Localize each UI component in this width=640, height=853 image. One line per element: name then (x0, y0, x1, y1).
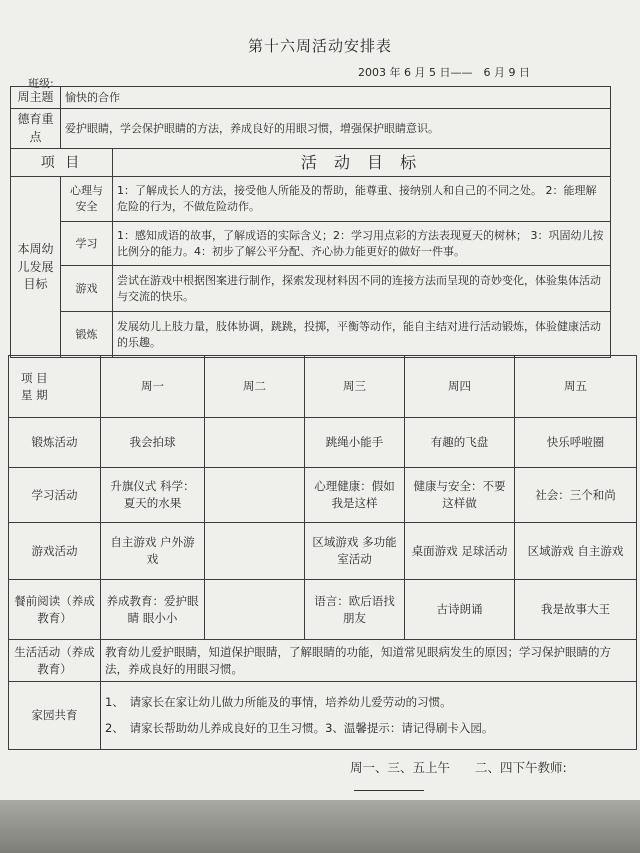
schedule-cell: 社会：三个和尚 (515, 468, 637, 523)
goal-text: 尝试在游戏中根据图案进行制作，探索发现材料因不同的连接方法而呈现的奇妙变化，体验集体活动与交流的快乐。 (113, 266, 611, 312)
life-text: 教育幼儿爱护眼睛，知道保护眼睛，了解眼睛的功能，知道常见眼病发生的原因；学习保护眼睛的方法，养成良好的用眼习惯。 (101, 640, 637, 682)
schedule-cell: 语言：欧后语找朋友 (305, 580, 405, 640)
goal-row (11, 222, 611, 266)
schedule-cell: 升旗仪式 科学：夏天的水果 (101, 468, 205, 523)
schedule-row (9, 468, 637, 523)
schedule-row (9, 418, 637, 468)
schedule-cell (205, 523, 305, 580)
schedule-cell: 健康与安全：不要这样做 (405, 468, 515, 523)
goal-label: 心理与安全 (61, 177, 113, 222)
goal-text: 1：了解成长人的方法，接受他人所能及的帮助，能尊重、接纳别人和自己的不同之处。 2：能理解危险的行为，不做危险动作。 (113, 177, 611, 222)
theme-value: 愉快的合作 (61, 87, 611, 109)
life-row (9, 640, 637, 682)
schedule-cell: 我是故事大王 (515, 580, 637, 640)
corner-top: 项 目 (21, 370, 48, 385)
footer (350, 758, 640, 791)
schedule-cell: 桌面游戏 足球活动 (405, 523, 515, 580)
home-row (9, 682, 637, 750)
goals-header-row (11, 149, 611, 177)
home-cell (101, 682, 637, 750)
day-header: 周二 (205, 356, 305, 418)
schedule-row (9, 580, 637, 640)
moral-row (11, 109, 611, 149)
theme-label: 周主题 (11, 87, 61, 109)
schedule-cell: 心理健康：假如我是这样 (305, 468, 405, 523)
schedule-cell: 区域游戏 多功能室活动 (305, 523, 405, 580)
goals-table (10, 86, 611, 358)
schedule-cell: 古诗朗诵 (405, 580, 515, 640)
goals-header: 活 动 目 标 (113, 149, 611, 177)
goal-row (11, 266, 611, 312)
class-label: 班级: (28, 77, 54, 90)
home-label: 家园共育 (9, 682, 101, 750)
corner-cell (9, 356, 101, 418)
schedule-row (9, 523, 637, 580)
schedule-cell: 我会拍球 (101, 418, 205, 468)
home-line: 2、 请家长帮助幼儿养成良好的卫生习惯。3、温馨提示：请记得刷卡入园。 (105, 721, 494, 735)
schedule-cell (205, 418, 305, 468)
goal-label: 锻炼 (61, 312, 113, 358)
row-label: 游戏活动 (9, 523, 101, 580)
background-shadow (0, 800, 640, 853)
schedule-cell: 自主游戏 户外游戏 (101, 523, 205, 580)
life-label: 生活活动（养成教育） (9, 640, 101, 682)
page-title: 第十六周活动安排表 (247, 37, 392, 55)
goal-row (11, 312, 611, 358)
row-label: 餐前阅读（养成教育） (9, 580, 101, 640)
schedule-cell (205, 468, 305, 523)
day-header: 周一 (101, 356, 205, 418)
schedule-table (8, 355, 637, 750)
schedule-cell: 养成教育：爱护眼睛 眼小小 (101, 580, 205, 640)
home-line: 1、 请家长在家让幼儿做力所能及的事情，培养幼儿爱劳动的习惯。 (105, 695, 452, 710)
schedule-cell: 区域游戏 自主游戏 (515, 523, 637, 580)
goal-text: 1：感知成语的故事，了解成语的实际含义；2：学习用点彩的方法表现夏天的树林； 3：巩固幼儿按比例分的能力。4：初步了解公平分配、齐心协力能更好的做好一件事。 (113, 222, 611, 266)
schedule-cell: 快乐呼啦圈 (515, 418, 637, 468)
row-label: 锻炼活动 (9, 418, 101, 468)
corner-bottom: 星 期 (21, 387, 48, 402)
goals-item-label: 项 目 (11, 149, 113, 177)
theme-row (11, 87, 611, 109)
moral-value: 爱护眼睛，学会保护眼睛的方法，养成良好的用眼习惯，增强保护眼睛意识。 (61, 109, 611, 149)
goal-row (11, 177, 611, 222)
schedule-cell: 有趣的飞盘 (405, 418, 515, 468)
moral-label: 德育重点 (11, 109, 61, 149)
teacher-signature-line (354, 790, 424, 791)
schedule-cell: 跳绳小能手 (305, 418, 405, 468)
goal-text: 发展幼儿上肢力量，肢体协调，跳跳，投掷，平衡等动作，能自主结对进行活动锻炼，体验健康活动的乐趣。 (113, 312, 611, 358)
footer-text: 周一、三、五上午 二、四下午教师: (350, 760, 567, 775)
day-header: 周五 (515, 356, 637, 418)
goal-label: 学习 (61, 222, 113, 266)
day-header: 周三 (305, 356, 405, 418)
day-header: 周四 (405, 356, 515, 418)
goal-label: 游戏 (61, 266, 113, 312)
goals-group-label: 本周幼儿发展目标 (11, 177, 61, 358)
date-range: 2003 年 6 月 5 日—— 6 月 9 日 (358, 66, 530, 79)
days-header-row (9, 356, 637, 418)
row-label: 学习活动 (9, 468, 101, 523)
schedule-cell (205, 580, 305, 640)
